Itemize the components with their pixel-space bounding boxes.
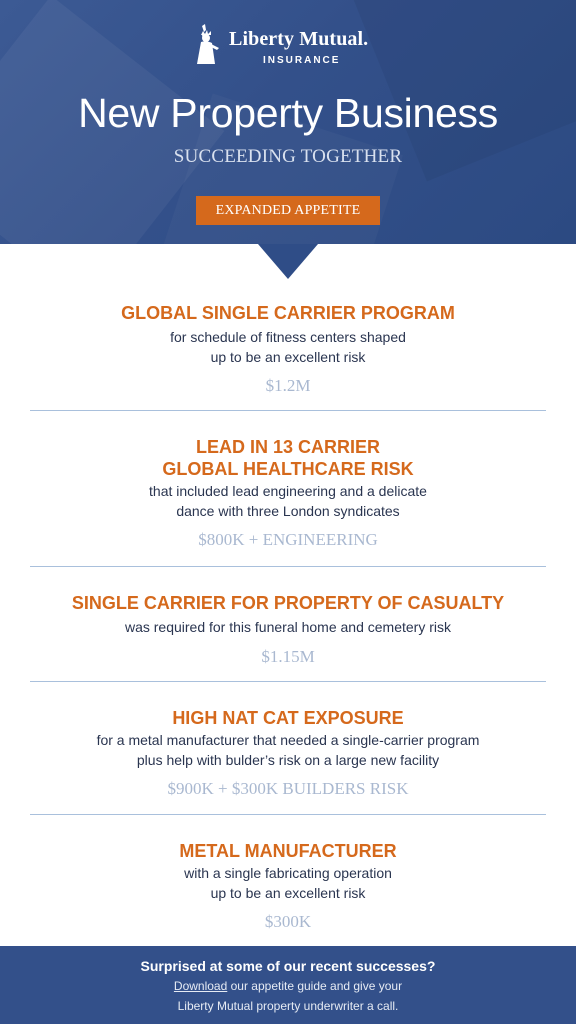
deal-amount: $800K + ENGINEERING bbox=[198, 530, 378, 549]
deal-amount: $300K bbox=[264, 912, 312, 931]
deal-description: was required for this funeral home and cemetery risk bbox=[124, 619, 452, 635]
deal-item bbox=[0, 436, 576, 550]
footer-banner bbox=[0, 946, 576, 1024]
deal-title: GLOBAL HEALTHCARE RISK bbox=[162, 459, 414, 479]
deal-item bbox=[0, 302, 576, 396]
deal-description: dance with three London syndicates bbox=[176, 503, 400, 519]
deal-title: METAL MANUFACTURER bbox=[179, 841, 397, 861]
brand-logo[interactable] bbox=[0, 22, 576, 72]
deal-description: up to be an excellent risk bbox=[210, 349, 366, 365]
divider bbox=[30, 814, 546, 815]
footer-line-2: Liberty Mutual property underwriter a call. bbox=[177, 999, 399, 1013]
deal-title: LEAD IN 13 CARRIER bbox=[195, 437, 381, 457]
pointer-triangle bbox=[258, 244, 318, 279]
expanded-appetite-badge: EXPANDED APPETITE bbox=[196, 196, 380, 225]
deal-item bbox=[0, 592, 576, 667]
deal-description: for schedule of fitness centers shaped bbox=[170, 329, 406, 345]
deal-title: SINGLE CARRIER FOR PROPERTY OF CASUALTY bbox=[71, 593, 505, 613]
statue-of-liberty-icon bbox=[193, 24, 227, 64]
brand-subtitle: INSURANCE bbox=[263, 55, 341, 66]
divider bbox=[30, 681, 546, 682]
deal-item bbox=[0, 707, 576, 799]
deal-amount: $900K + $300K BUILDERS RISK bbox=[167, 779, 409, 798]
deal-description: plus help with bulder’s risk on a large new facility bbox=[136, 752, 440, 768]
deal-description: that included lead engineering and a delicate bbox=[149, 483, 427, 499]
brand-name: Liberty Mutual. bbox=[229, 28, 369, 50]
page-title: New Property Business bbox=[78, 90, 498, 136]
deal-description: for a metal manufacturer that needed a single-carrier program bbox=[96, 732, 480, 748]
deal-description: with a single fabricating operation bbox=[184, 865, 392, 881]
deal-amount: $1.2M bbox=[265, 376, 311, 395]
page-subtitle: SUCCEEDING TOGETHER bbox=[173, 146, 403, 167]
deal-description: up to be an excellent risk bbox=[210, 885, 366, 901]
footer-text: our appetite guide and give your bbox=[227, 979, 403, 993]
divider bbox=[30, 410, 546, 411]
deal-title: HIGH NAT CAT EXPOSURE bbox=[172, 708, 404, 728]
hero-banner bbox=[0, 0, 576, 244]
footer-heading: Surprised at some of our recent successes? bbox=[140, 958, 436, 974]
download-link[interactable]: Download bbox=[173, 979, 228, 993]
deal-title: GLOBAL SINGLE CARRIER PROGRAM bbox=[121, 303, 455, 323]
footer-line-1 bbox=[0, 979, 576, 993]
divider bbox=[30, 566, 546, 567]
deal-item bbox=[0, 840, 576, 932]
deal-amount: $1.15M bbox=[261, 647, 315, 666]
